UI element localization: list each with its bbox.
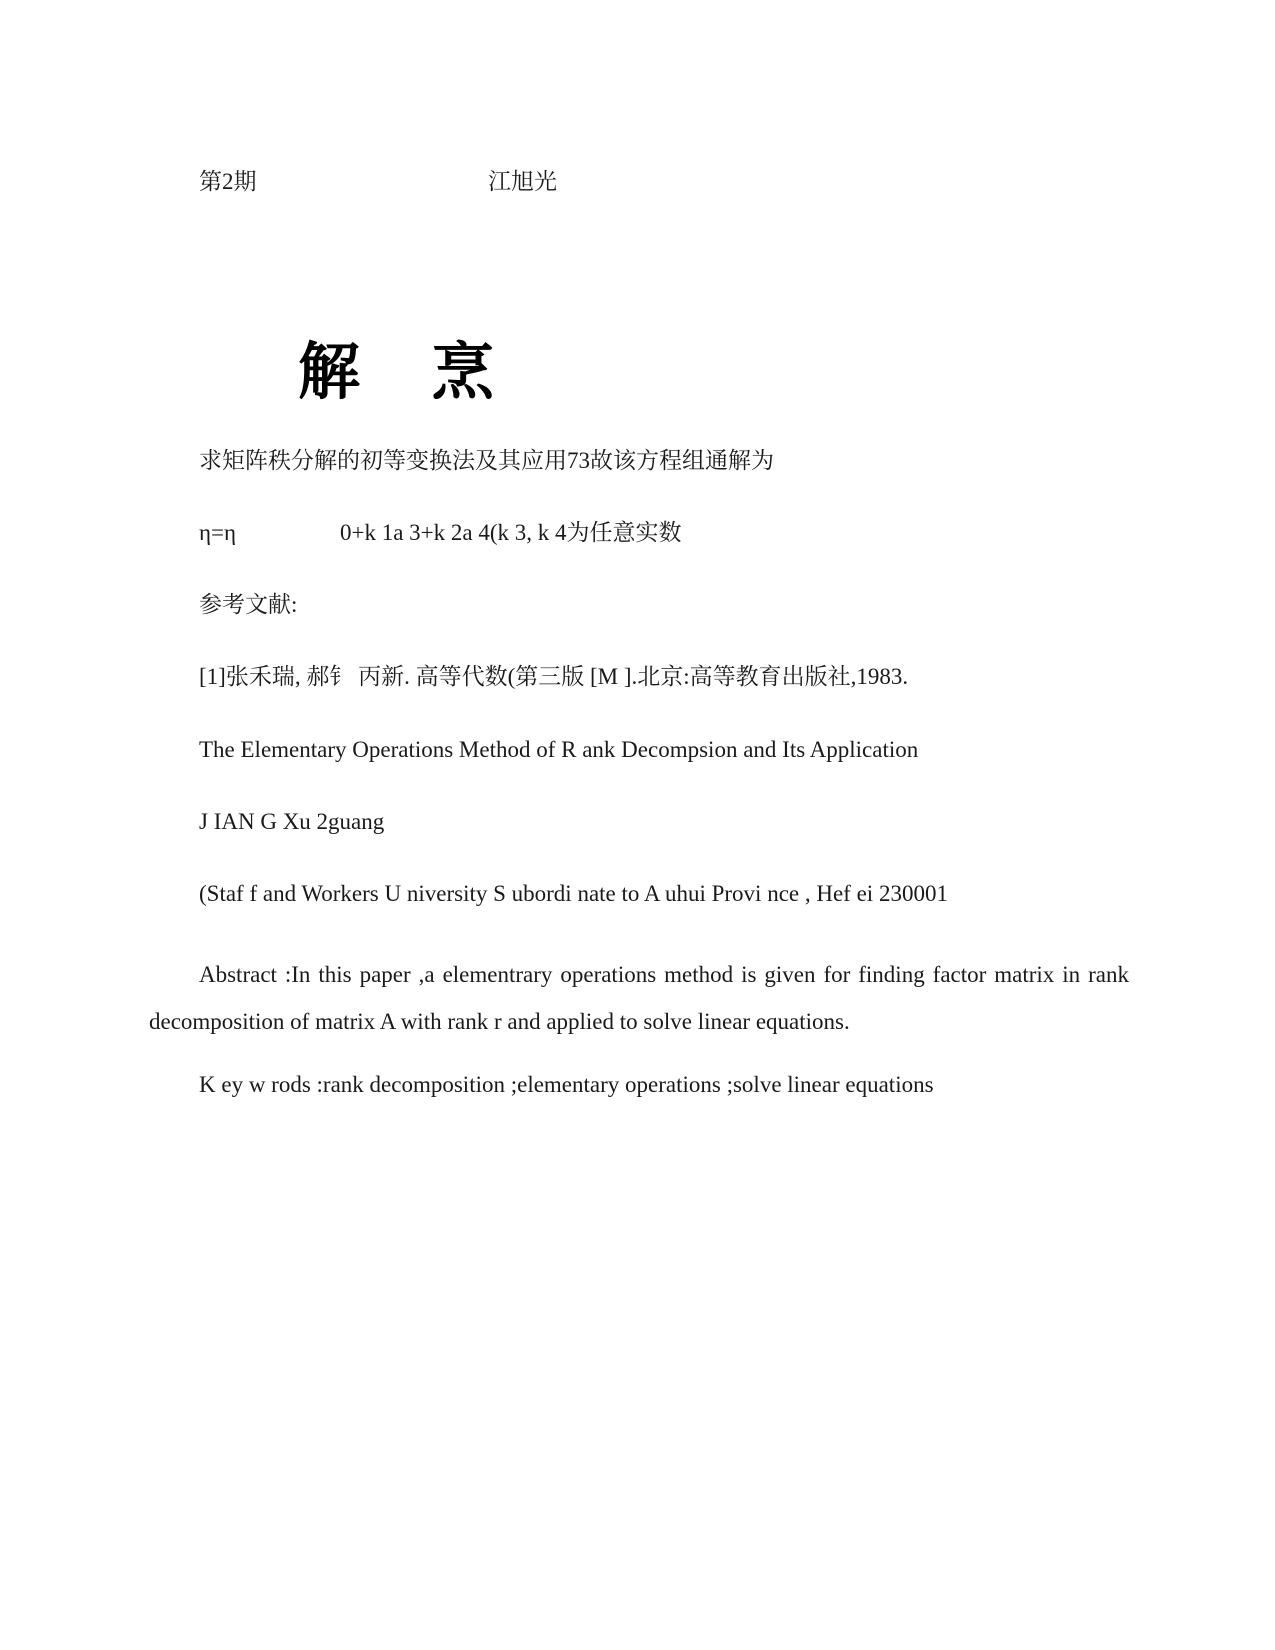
english-author: J IAN G Xu 2guang — [199, 809, 385, 834]
figure-glyph-solve: 解 — [298, 335, 361, 408]
equation-rhs: 0+k 1a 3+k 2a 4(k 3, k 4为任意实数 — [340, 520, 682, 545]
english-title: The Elementary Operations Method of R ank Decompsion and Its Application — [199, 737, 919, 762]
keywords-line: K ey w rods :rank decomposition ;elementary operations ;solve linear equations — [199, 1072, 934, 1097]
running-author: 江旭光 — [488, 169, 557, 194]
abstract-paragraph: Abstract :In this paper ,a elementrary operations method is given for finding factor matrix in rank decomposition of matrix A with rank r and applied to solve linear equations. — [149, 962, 1129, 1034]
reference-item: [1]张禾瑞, 郝钅 丙新. 高等代数(第三版 [M ].北京:高等教育出版社,1983. — [199, 664, 909, 689]
equation-lhs: η=η — [199, 520, 237, 545]
chinese-title-line: 求矩阵秩分解的初等变换法及其应用73故该方程组通解为 — [199, 448, 774, 473]
affiliation: (Staf f and Workers U niversity S ubordi nate to A uhui Provi nce , Hef ei 230001 — [199, 881, 948, 906]
references-heading: 参考文献: — [199, 592, 298, 617]
issue-number: 第2期 — [199, 169, 257, 194]
figure-glyph-partial: 烹 — [432, 335, 495, 408]
